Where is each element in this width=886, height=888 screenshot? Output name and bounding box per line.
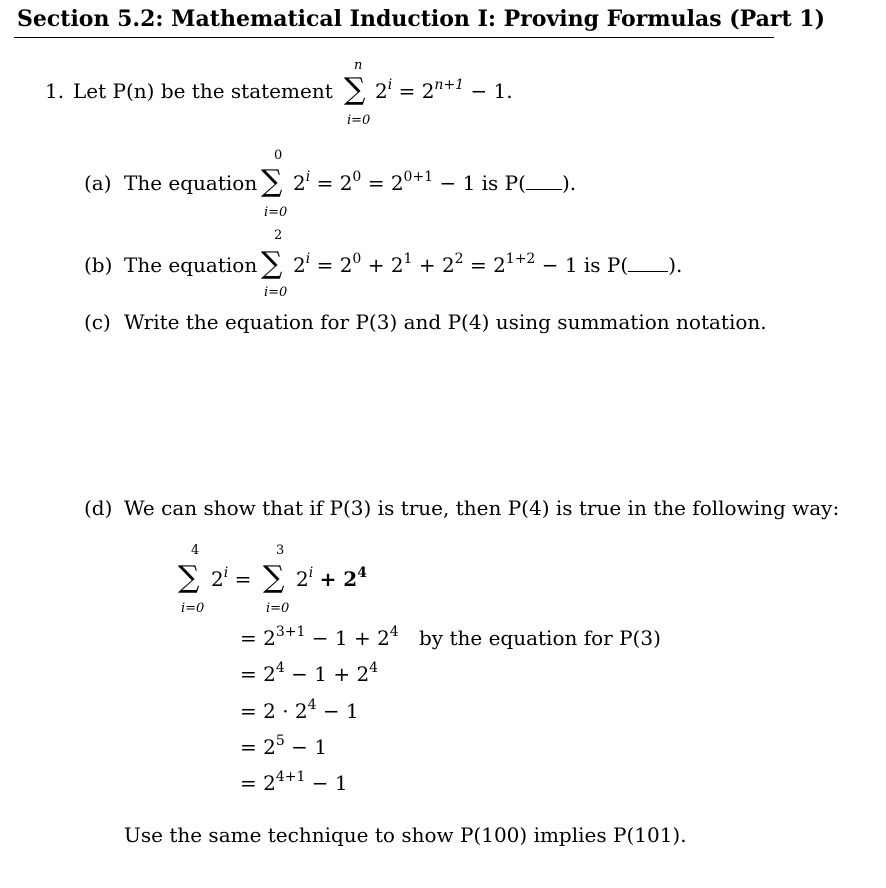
sum-upper-limit: 3 — [276, 543, 285, 558]
step-1: = $2^{3+1} - 1 + 2^4$ — [240, 624, 399, 650]
answer-blank-b[interactable] — [628, 255, 668, 272]
answer-blank-a[interactable] — [526, 173, 562, 190]
sum-lower-limit: i=0 — [264, 285, 288, 300]
part-text: The equation — [124, 253, 258, 277]
step-1-note: by the equation for P(3) — [419, 626, 661, 650]
sum-upper-limit: n — [354, 58, 363, 73]
sum-upper-limit: 2 — [274, 228, 283, 243]
part-label: (b) — [84, 253, 113, 277]
sigma-symbol: ∑ — [344, 72, 366, 107]
sum-lower-limit: i=0 — [347, 113, 371, 128]
equation-a: $2^i = 2^0 = 2^{0+1} - 1$ is P( ). — [293, 169, 577, 195]
problem-number: 1. — [45, 79, 65, 103]
equation-b: $2^i = 2^0 + 2^1 + 2^2 = 2^{1+2} - 1$ is P( ). — [293, 251, 683, 277]
step-4: = $2^5 - 1$ — [240, 733, 327, 759]
title-underline — [14, 37, 774, 38]
problem-intro: Let P(n) be the statement — [73, 79, 333, 103]
closing-instruction: Use the same technique to show P(100) implies P(101). — [124, 823, 687, 847]
sigma-symbol: ∑ — [178, 560, 200, 595]
part-label: (a) — [84, 171, 112, 195]
section-title: Section 5.2: Mathematical Induction I: Proving Formulas (Part 1) — [17, 6, 825, 32]
statement-formula: $2^i = 2^{n+1} - 1$. — [375, 77, 513, 103]
sigma-symbol: ∑ — [261, 164, 283, 199]
rhs-term: $2^i + 2^4$ — [296, 565, 367, 591]
sigma-symbol: ∑ — [263, 560, 285, 595]
step-3: = $2 \cdot 2^4 - 1$ — [240, 697, 359, 723]
part-text: Write the equation for P(3) and P(4) using summation notation. — [124, 310, 767, 334]
sum-upper-limit: 4 — [191, 543, 200, 558]
lhs-term: 2$^i$ = — [211, 565, 252, 591]
sum-upper-limit: 0 — [274, 148, 283, 163]
part-text: We can show that if P(3) is true, then P(4) is true in the following way: — [124, 496, 840, 520]
part-text: The equation — [124, 171, 258, 195]
step-2: = $2^4 - 1 + 2^4$ — [240, 660, 379, 686]
sigma-symbol: ∑ — [261, 246, 283, 281]
sum-lower-limit: i=0 — [264, 205, 288, 220]
sum-lower-limit: i=0 — [266, 601, 290, 616]
sum-lower-limit: i=0 — [181, 601, 205, 616]
part-label: (c) — [84, 310, 111, 334]
step-5: = $2^{4+1} - 1$ — [240, 769, 348, 795]
part-label: (d) — [84, 496, 113, 520]
